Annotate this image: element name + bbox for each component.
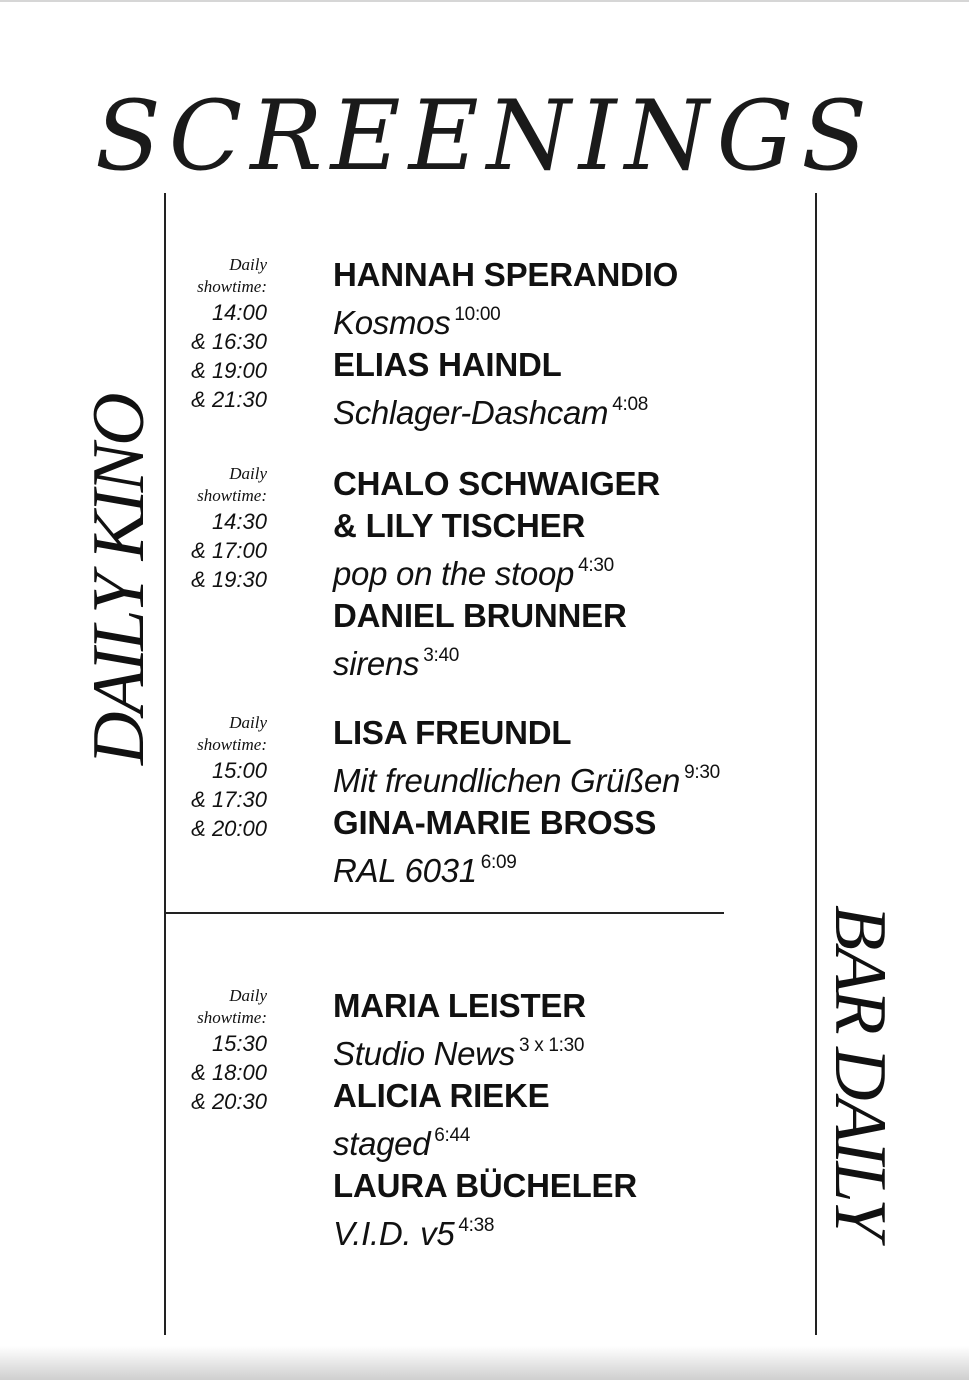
film-title: sirens bbox=[333, 645, 420, 682]
film-duration: 6:44 bbox=[434, 1125, 471, 1146]
showtime: 15:30 bbox=[211, 1031, 267, 1056]
showtime: & 18:00 bbox=[191, 1060, 267, 1085]
film-duration: 3:40 bbox=[423, 645, 460, 666]
page-top-edge bbox=[0, 0, 969, 2]
showtime-label: Daily bbox=[229, 255, 267, 274]
film-title: Kosmos bbox=[333, 304, 451, 341]
screening-entries bbox=[333, 254, 793, 434]
film-title: Mit freundlichen Grüßen bbox=[333, 762, 681, 799]
right-divider-line bbox=[815, 193, 817, 1335]
film-line bbox=[333, 386, 793, 434]
artist-name: ALICIA RIEKE bbox=[333, 1077, 550, 1114]
left-divider-line bbox=[164, 193, 166, 1335]
film-duration: 4:38 bbox=[458, 1215, 495, 1236]
section-divider-line bbox=[164, 912, 724, 914]
film-title: V.I.D. v5 bbox=[333, 1215, 455, 1252]
showtime: 14:30 bbox=[211, 509, 267, 534]
artist-name: DANIEL BRUNNER bbox=[333, 597, 627, 634]
showtime-label: Daily bbox=[229, 464, 267, 483]
screening-entries bbox=[333, 985, 793, 1255]
film-line bbox=[333, 844, 793, 892]
film-duration: 4:30 bbox=[578, 555, 614, 576]
film-duration: 4:08 bbox=[612, 394, 648, 415]
showtime: & 19:00 bbox=[191, 358, 267, 383]
artist-name: & LILY TISCHER bbox=[333, 507, 586, 544]
film-line bbox=[333, 547, 793, 595]
film-duration: 10:00 bbox=[454, 304, 501, 325]
showtime: & 16:30 bbox=[191, 329, 267, 354]
showtimes bbox=[175, 712, 267, 843]
artist-name: GINA-MARIE BROSS bbox=[333, 804, 657, 841]
showtime: 14:00 bbox=[211, 300, 267, 325]
showtimes bbox=[175, 463, 267, 594]
showtime: & 21:30 bbox=[191, 387, 267, 412]
showtime-label: Daily bbox=[229, 986, 267, 1005]
showtimes bbox=[175, 985, 267, 1116]
film-duration: 6:09 bbox=[480, 852, 517, 873]
showtime: 15:00 bbox=[211, 758, 267, 783]
film-duration: 9:30 bbox=[684, 762, 720, 783]
bar-daily-side-heading: BAR DAILY bbox=[819, 905, 901, 1237]
page-title: SCREENINGS bbox=[94, 80, 876, 192]
showtime-label: showtime: bbox=[197, 277, 267, 296]
film-title: Studio News bbox=[333, 1035, 515, 1072]
artist-name: LAURA BÜCHELER bbox=[333, 1167, 637, 1204]
film-title: RAL 6031 bbox=[333, 852, 477, 889]
film-duration: 3 x 1:30 bbox=[518, 1035, 585, 1056]
film-line bbox=[333, 1027, 793, 1075]
artist-name: CHALO SCHWAIGER bbox=[333, 465, 661, 502]
showtime-label: showtime: bbox=[197, 486, 267, 505]
film-title: Schlager-Dashcam bbox=[333, 394, 609, 431]
showtime: & 19:30 bbox=[191, 567, 267, 592]
showtime: & 20:00 bbox=[191, 816, 267, 841]
showtime-label: showtime: bbox=[197, 1008, 267, 1027]
film-title: pop on the stoop bbox=[333, 555, 575, 592]
screening-entries bbox=[333, 712, 793, 892]
showtime: & 20:30 bbox=[191, 1089, 267, 1114]
page-bottom-shadow bbox=[0, 1346, 969, 1380]
film-line bbox=[333, 1207, 793, 1255]
artist-name: LISA FREUNDL bbox=[333, 714, 572, 751]
film-title: staged bbox=[333, 1125, 431, 1162]
showtime-label: showtime: bbox=[197, 735, 267, 754]
film-line bbox=[333, 754, 793, 802]
artist-name: HANNAH SPERANDIO bbox=[333, 256, 679, 293]
film-line bbox=[333, 637, 793, 685]
screening-entries bbox=[333, 463, 793, 685]
artist-name: ELIAS HAINDL bbox=[333, 346, 562, 383]
showtime: & 17:30 bbox=[191, 787, 267, 812]
showtime: & 17:00 bbox=[191, 538, 267, 563]
film-line bbox=[333, 1117, 793, 1165]
artist-name: MARIA LEISTER bbox=[333, 987, 586, 1024]
showtimes bbox=[175, 254, 267, 414]
showtime-label: Daily bbox=[229, 713, 267, 732]
daily-kino-side-heading: DAILY KINO bbox=[78, 395, 160, 765]
film-line bbox=[333, 296, 793, 344]
